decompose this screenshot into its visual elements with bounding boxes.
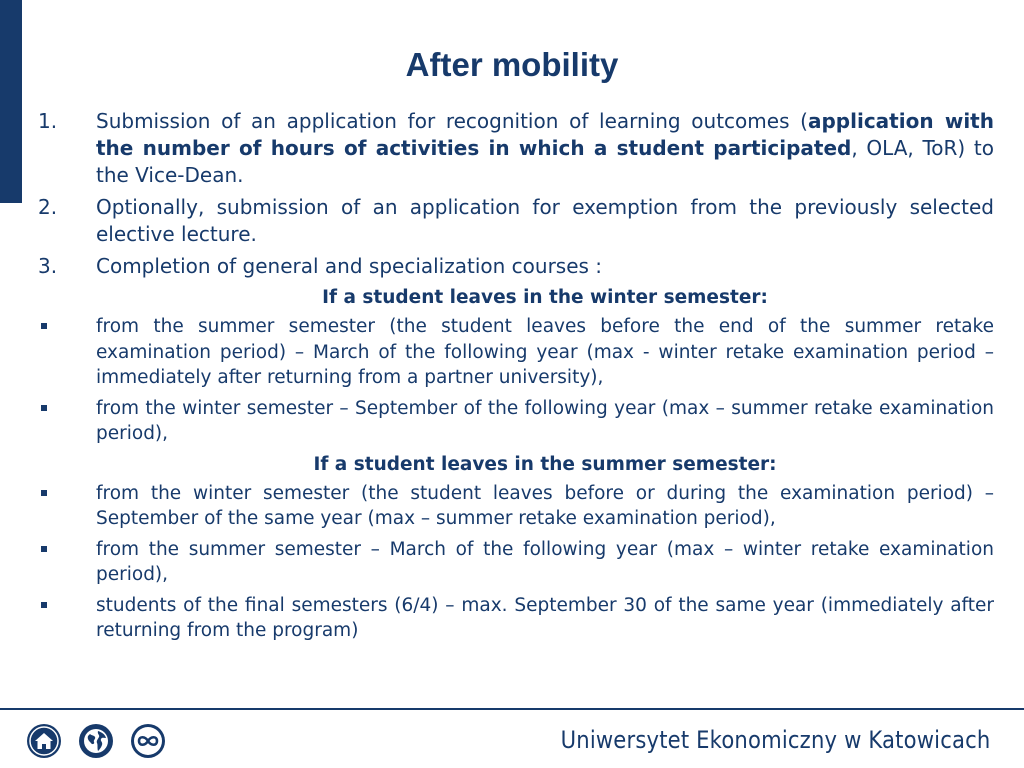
- item-number: 2.: [38, 195, 58, 219]
- infinity-icon[interactable]: [130, 723, 166, 759]
- footer-divider: [0, 708, 1024, 710]
- bullet-item: [38, 396, 994, 447]
- numbered-item-2: [38, 194, 994, 248]
- bullet-item: [38, 314, 994, 391]
- square-bullet-icon: [38, 537, 96, 588]
- bullet-item: [38, 593, 994, 644]
- summer-semester-heading: If a student leaves in the summer semester:: [313, 453, 777, 475]
- footer-icon-group: [26, 723, 166, 759]
- item-text-before: Submission of an application for recognition of learning outcomes (: [96, 109, 808, 133]
- bullet-text: students of the final semesters (6/4) – max. September 30 of the same year (immediately after returning from the program): [96, 594, 994, 641]
- item-text: Optionally, submission of an application for exemption from the previously selected elective lecture.: [96, 195, 994, 246]
- bullet-text: from the summer semester (the student leaves before the end of the summer retake examination period) – March of the following year (max - winter retake examination period – immediately after returning from a partner university),: [96, 316, 994, 388]
- item-text-after: , OLA, ToR) to the Vice-Dean.: [96, 136, 994, 187]
- bullet-text: from the winter semester (the student leaves before or during the examination period) – September of the same year (max – summer retake examination period),: [96, 482, 994, 529]
- bullet-item: [38, 481, 994, 532]
- square-bullet-icon: [38, 481, 96, 532]
- bullet-text: from the summer semester – March of the following year (max – winter retake examination period),: [96, 538, 994, 585]
- side-accent-bar: [0, 0, 22, 203]
- square-bullet-icon: [38, 593, 96, 644]
- square-bullet-icon: [38, 396, 96, 447]
- slide-title: After mobility: [405, 46, 619, 83]
- slide-content: [38, 108, 994, 649]
- winter-semester-heading: If a student leaves in the winter semester:: [322, 287, 768, 308]
- globe-icon[interactable]: [78, 723, 114, 759]
- item-number: 3.: [38, 254, 58, 278]
- item-text-bold: application with the number of hours of activities in which a student participated: [96, 109, 994, 160]
- bullet-item: [38, 537, 994, 588]
- item-text: Completion of general and specialization courses :: [96, 254, 603, 278]
- bullet-text: from the winter semester – September of the following year (max – summer retake examination period),: [96, 397, 994, 444]
- numbered-item-3: [38, 253, 994, 280]
- item-text: [96, 108, 994, 189]
- university-name: Uniwersytet Ekonomiczny w Katowicach: [560, 726, 990, 754]
- item-number: 1.: [38, 109, 58, 133]
- square-bullet-icon: [38, 314, 96, 391]
- home-icon[interactable]: [26, 723, 62, 759]
- numbered-item-1: [38, 108, 994, 189]
